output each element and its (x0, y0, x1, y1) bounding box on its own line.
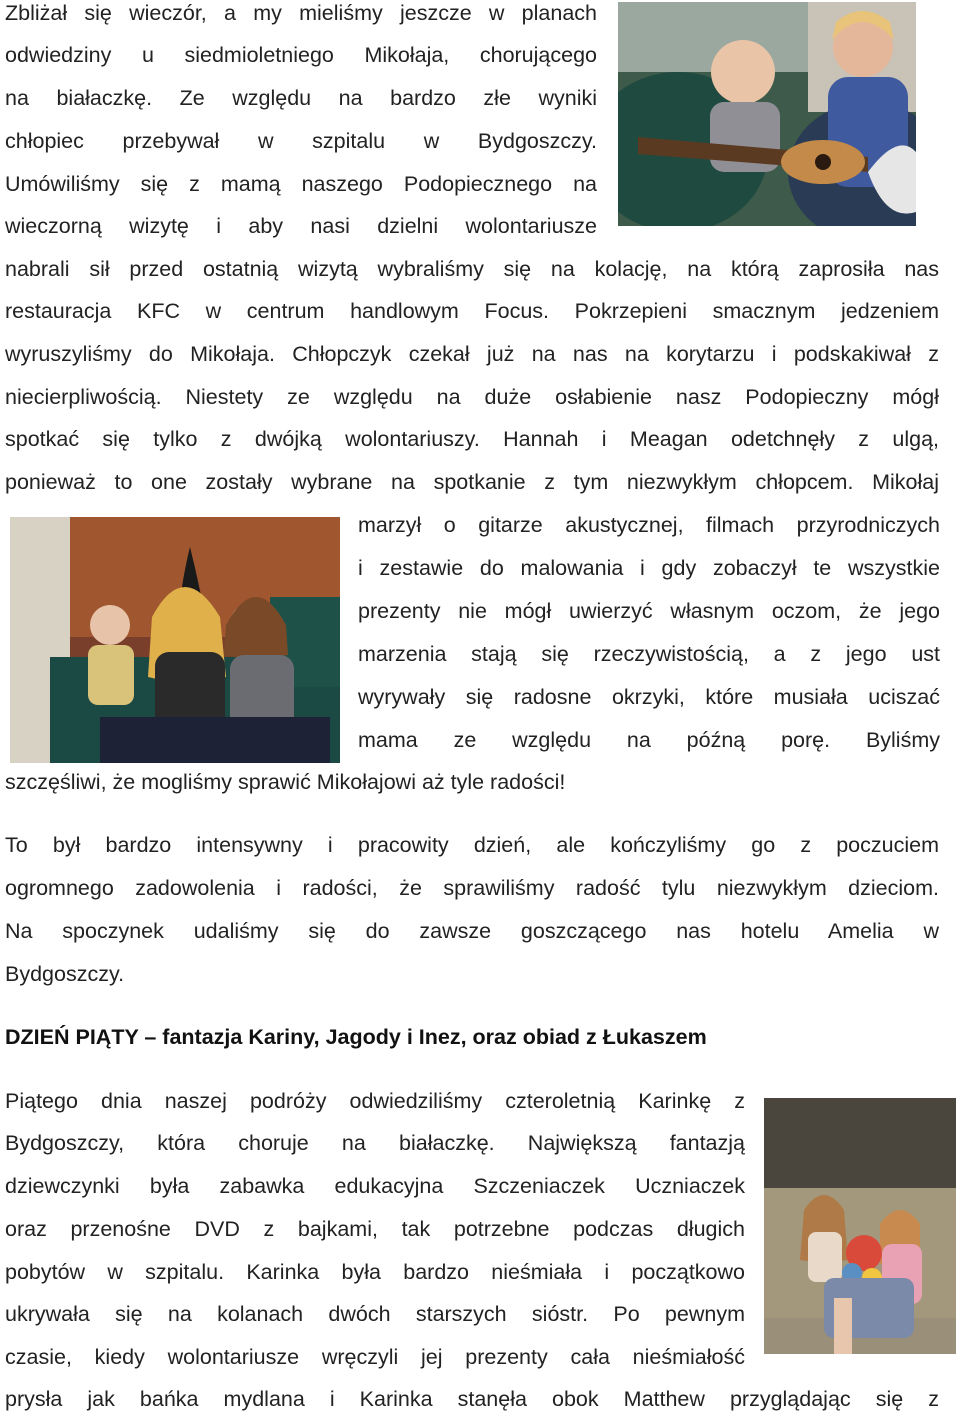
paragraph-line: Piątego dnia naszej podróży odwiedziliśmy czteroletnią Karinkę z (5, 1089, 745, 1113)
paragraph-line: ukrywała się na kolanach dwóch starszych sióstr. Po pewnym (5, 1302, 745, 1326)
paragraph-line: pobytów w szpitalu. Karinka była bardzo nieśmiała i początkowo (5, 1260, 745, 1284)
paragraph-line: Umówiliśmy się z mamą naszego Podopiecznego na (5, 172, 597, 196)
paragraph-line: mama ze względu na późną porę. Byliśmy (358, 728, 940, 752)
paragraph-line: ogromnego zadowolenia i radości, że sprawiliśmy radość tylu niezwykłym dzieciom. (5, 876, 939, 900)
paragraph-line: prysła jak bańka mydlana i Karinka stanęła obok Matthew przyglądając się z (5, 1387, 939, 1411)
section-heading: DZIEŃ PIĄTY – fantazja Kariny, Jagody i Inez, oraz obiad z Łukaszem (5, 1025, 707, 1049)
photo-karinka-with-sisters (764, 1098, 956, 1354)
paragraph-line: Bydgoszczy, która choruje na białaczkę. Największą fantazją (5, 1131, 745, 1155)
paragraph-line: nabrali sił przed ostatnią wizytą wybraliśmy się na kolację, na którą zaprosiła nas (5, 257, 939, 281)
paragraph-line: i zestawie do malowania i gdy zobaczył te wszystkie (358, 556, 940, 580)
paragraph-line: czasie, kiedy wolontariusze wręczyli jej prezenty cała nieśmiałość (5, 1345, 745, 1369)
paragraph-line: szczęśliwi, że mogliśmy sprawić Mikołajowi aż tyle radości! (5, 770, 566, 794)
paragraph-line: odwiedziny u siedmioletniego Mikołaja, chorującego (5, 43, 597, 67)
paragraph-line: Na spoczynek udaliśmy się do zawsze goszczącego nas hotelu Amelia w (5, 919, 939, 943)
photo-boy-with-guitar (618, 2, 916, 226)
paragraph-line: na białaczkę. Ze względu na bardzo złe wyniki (5, 86, 597, 110)
paragraph-line: niecierpliwością. Niestety ze względu na duże osłabienie nasz Podopieczny mógł (5, 385, 939, 409)
paragraph-line: ponieważ to one zostały wybrane na spotkanie z tym niezwykłym chłopcem. Mikołaj (5, 470, 939, 494)
paragraph-line: To był bardzo intensywny i pracowity dzień, ale kończyliśmy go z poczuciem (5, 833, 939, 857)
paragraph-line: oraz przenośne DVD z bajkami, tak potrzebne podczas długich (5, 1217, 745, 1241)
paragraph-line: marzenia stają się rzeczywistością, a z jego ust (358, 642, 940, 666)
paragraph-line: Zbliżał się wieczór, a my mieliśmy jeszcze w planach (5, 1, 597, 25)
paragraph-line: chłopiec przebywał w szpitalu w Bydgoszczy. (5, 129, 597, 153)
paragraph-line: prezenty nie mógł uwierzyć własnym oczom, że jego (358, 599, 940, 623)
paragraph-line: wyrywały się radosne okrzyki, które musiała uciszać (358, 685, 940, 709)
paragraph-line: restauracja KFC w centrum handlowym Focus. Pokrzepieni smacznym jedzeniem (5, 299, 939, 323)
paragraph-line: wyruszyliśmy do Mikołaja. Chłopczyk czekał już na nas na korytarzu i podskakiwał z (5, 342, 939, 366)
photo-volunteers-with-boy (10, 517, 340, 763)
paragraph-line: wieczorną wizytę i aby nasi dzielni wolontariusze (5, 214, 597, 238)
paragraph-line: Bydgoszczy. (5, 962, 125, 986)
paragraph-line: marzył o gitarze akustycznej, filmach przyrodniczych (358, 513, 940, 537)
paragraph-line: spotkać się tylko z dwójką wolontariuszy. Hannah i Meagan odetchnęły z ulgą, (5, 427, 939, 451)
paragraph-line: dziewczynki była zabawka edukacyjna Szczeniaczek Uczniaczek (5, 1174, 745, 1198)
